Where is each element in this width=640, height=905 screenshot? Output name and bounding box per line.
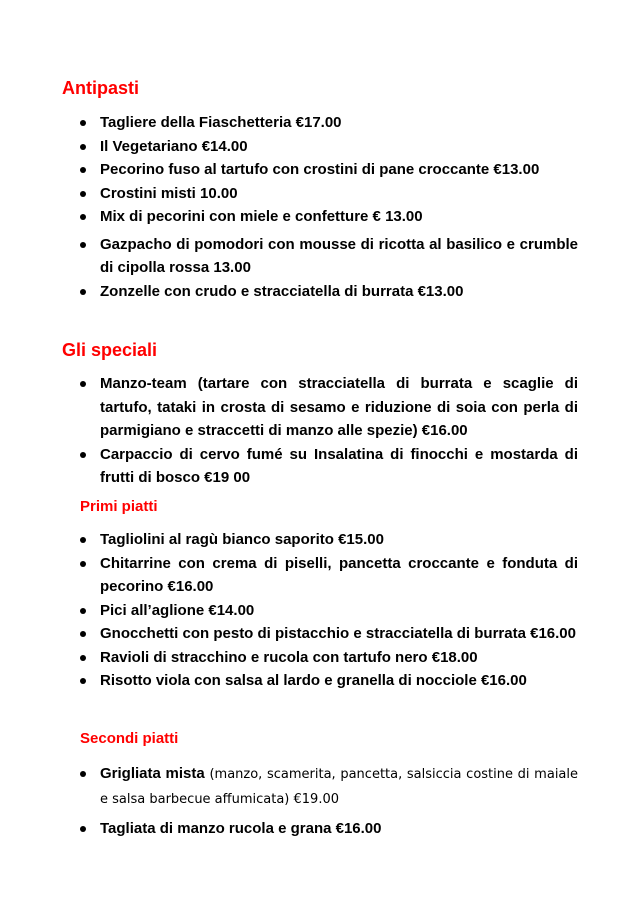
list-item: Carpaccio di cervo fumé su Insalatina di finocchi e mostarda di frutti di bosco €19 00	[100, 443, 578, 490]
primi-list	[0, 528, 640, 693]
list-item: Manzo-team (tartare con stracciatella di burrata e scaglie di tartufo, tataki in crosta di sesamo e riduzione di soia con perla di parmigiano e straccetti di manzo alle spezie) €16.00	[100, 372, 578, 443]
antipasti-list	[0, 111, 640, 303]
list-item: Il Vegetariano €14.00	[100, 135, 578, 159]
section-title-antipasti: Antipasti	[62, 78, 140, 98]
list-item: Mix di pecorini con miele e confetture € 13.00	[100, 205, 578, 229]
list-item	[100, 762, 578, 811]
dish-note: (manzo, scamerita, pancetta, salsiccia costine di maiale e salsa barbecue affumicata) €19.00	[100, 767, 579, 807]
list-item: Pecorino fuso al tartufo con crostini di pane croccante €13.00	[100, 158, 578, 182]
speciali-list	[0, 372, 640, 490]
secondi-list	[0, 762, 640, 841]
section-title-primi: Primi piatti	[80, 498, 158, 515]
list-item: Pici all’aglione €14.00	[100, 599, 578, 623]
dish-name: Grigliata mista	[100, 765, 205, 782]
list-item: Chitarrine con crema di piselli, pancetta croccante e fonduta di pecorino €16.00	[100, 552, 578, 599]
list-item: Zonzelle con crudo e stracciatella di burrata €13.00	[100, 280, 578, 304]
list-item: Tagliere della Fiaschetteria €17.00	[100, 111, 578, 135]
list-item: Tagliata di manzo rucola e grana €16.00	[100, 817, 578, 841]
section-title-secondi: Secondi piatti	[80, 730, 179, 747]
list-item: Gazpacho di pomodori con mousse di ricotta al basilico e crumble di cipolla rossa 13.00	[100, 233, 578, 280]
list-item: Risotto viola con salsa al lardo e granella di nocciole €16.00	[100, 669, 578, 693]
list-item: Crostini misti 10.00	[100, 182, 578, 206]
list-item: Gnocchetti con pesto di pistacchio e stracciatella di burrata €16.00	[100, 622, 578, 646]
list-item: Ravioli di stracchino e rucola con tartufo nero €18.00	[100, 646, 578, 670]
list-item: Tagliolini al ragù bianco saporito €15.00	[100, 528, 578, 552]
section-title-speciali: Gli speciali	[62, 340, 158, 360]
